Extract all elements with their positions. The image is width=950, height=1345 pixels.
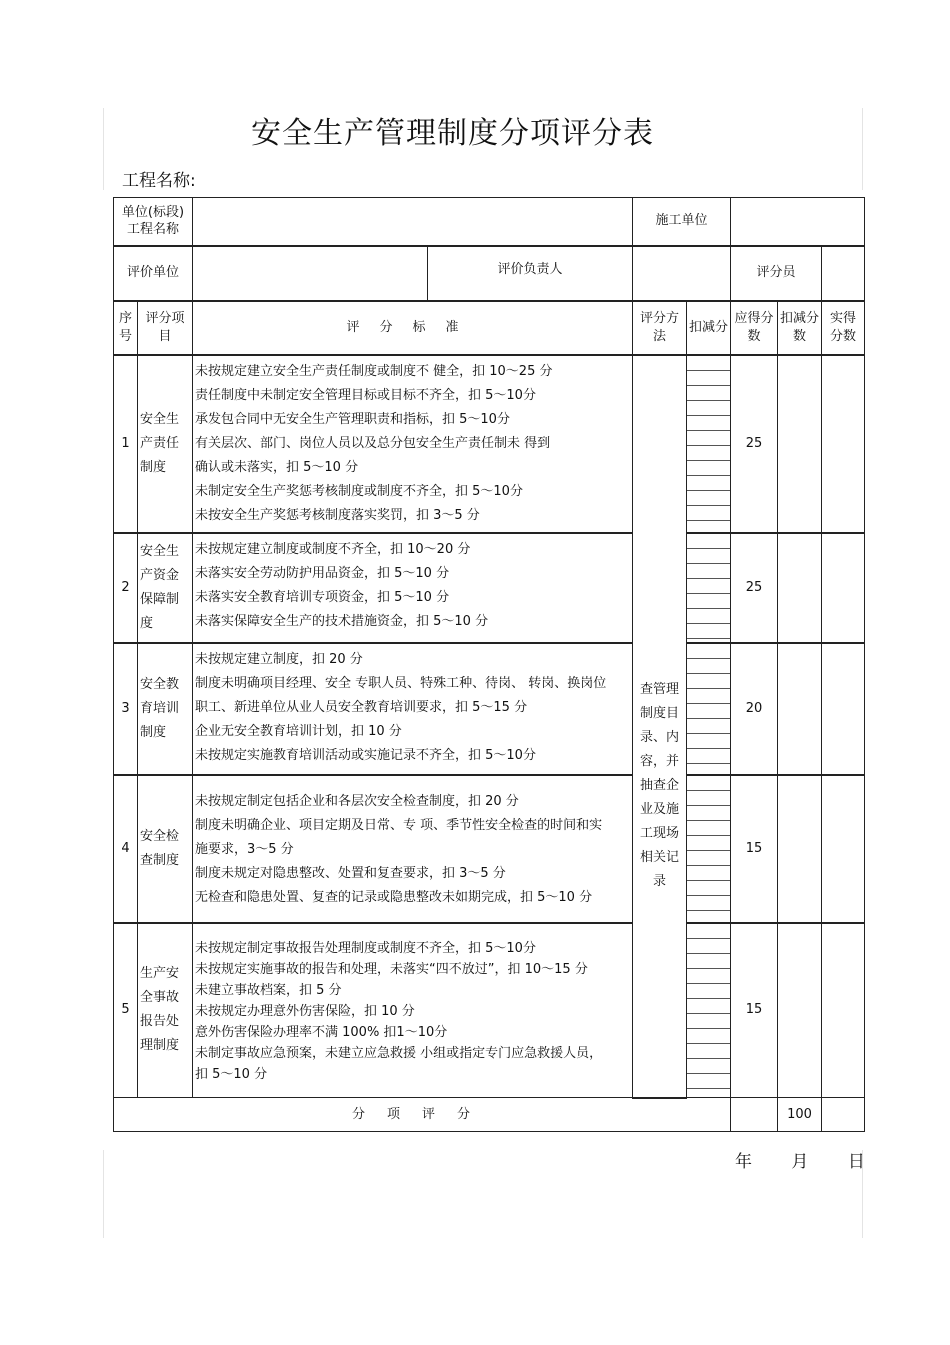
col-actual: 实得分数 <box>822 301 865 355</box>
item-line: 理制度 <box>140 1038 180 1054</box>
deduct-cell[interactable] <box>687 355 731 533</box>
standard-line: 未制定安全生产奖惩考核制度或制度不齐全，扣 5～10分 <box>195 483 523 499</box>
item-line: 制度 <box>140 724 167 740</box>
standard-line: 承发包合同中无安全生产管理职责和指标，扣 5～10分 <box>195 411 510 427</box>
item-line: 报告处 <box>140 1014 180 1030</box>
row-standard <box>193 355 633 533</box>
column-header-row <box>114 301 865 355</box>
eval-unit-label-cell <box>114 246 193 301</box>
row-no: 5 <box>114 923 138 1098</box>
actual-score[interactable] <box>822 643 865 775</box>
item-line: 安全检 <box>140 828 180 844</box>
method-line: 录、内 <box>639 730 679 745</box>
total-deduct-cell <box>731 1098 778 1132</box>
eval-unit-label: 评价单位 <box>126 265 179 281</box>
deduct-cell[interactable] <box>687 923 731 1098</box>
table-row <box>114 775 865 923</box>
standard-line: 未建立事故档案，扣 5 分 <box>195 982 342 998</box>
item-line: 安全教 <box>140 676 180 692</box>
method-line: 查管理 <box>639 682 679 697</box>
method-cell <box>633 355 687 1098</box>
actual-score[interactable] <box>822 923 865 1098</box>
standard-line: 施要求，3～5 分 <box>195 841 294 857</box>
item-line: 育培训 <box>140 700 180 716</box>
actual-score[interactable] <box>822 533 865 643</box>
standard-line: 未按规定建立制度或制度不齐全，扣 10～20 分 <box>195 541 471 557</box>
method-line: 制度目 <box>639 706 679 721</box>
item-line: 全事故 <box>140 990 180 1006</box>
score-table <box>113 197 865 1132</box>
standard-line: 未落实安全劳动防护用品资金，扣 5～10 分 <box>195 565 450 581</box>
standard-line: 无检查和隐患处置、复查的记录或隐患整改未如期完成，扣 5～10 分 <box>195 889 593 905</box>
col-should: 应得分数 <box>731 301 778 355</box>
scorer-label-cell <box>731 246 822 301</box>
deducted-score[interactable] <box>778 775 822 923</box>
standard-line: 未按安全生产奖惩考核制度落实奖罚，扣 3～5 分 <box>195 507 480 523</box>
standard-line: 确认或未落实，扣 5～10 分 <box>195 459 359 475</box>
item-line: 查制度 <box>140 852 180 868</box>
page-title: 安全生产管理制度分项评分表 <box>251 116 654 151</box>
row-standard <box>193 643 633 775</box>
col-method: 评分方法 <box>633 301 687 355</box>
col-deduct: 扣减分 <box>687 301 731 355</box>
unit-value-cell[interactable] <box>193 198 633 246</box>
page-edge-left-bottom <box>103 1150 104 1238</box>
row-standard <box>193 923 633 1098</box>
method-line: 录 <box>652 874 666 889</box>
total-label: 分项评分 <box>114 1098 731 1132</box>
item-line: 生产安 <box>140 966 180 982</box>
standard-line: 制度未规定对隐患整改、处置和复查要求，扣 3～5 分 <box>195 865 506 881</box>
standard-line: 未按规定制定包括企业和各层次安全检查制度，扣 20 分 <box>195 793 519 809</box>
should-score: 15 <box>731 775 778 923</box>
standard-line: 未按规定制定事故报告处理制度或制度不齐全，扣 5～10分 <box>195 940 536 956</box>
total-row <box>114 1098 865 1132</box>
deducted-score[interactable] <box>778 355 822 533</box>
item-line: 产资金 <box>140 567 180 583</box>
standard-line: 扣 5～10 分 <box>195 1066 268 1082</box>
project-name-label: 工程名称: <box>122 171 196 191</box>
item-line: 产责任 <box>140 435 180 451</box>
should-score: 25 <box>731 355 778 533</box>
deduct-cell[interactable] <box>687 775 731 923</box>
deducted-score[interactable] <box>778 643 822 775</box>
date-year: 年 <box>735 1152 752 1172</box>
scorer-value-cell[interactable] <box>822 246 865 301</box>
row-standard <box>193 533 633 643</box>
unit-label: 单位(标段)工程名称 <box>121 204 185 238</box>
eval-lead-label: 评价负责人 <box>497 261 563 277</box>
item-line: 安全生 <box>140 543 180 559</box>
col-deducted: 扣减分数 <box>778 301 822 355</box>
standard-line: 未落实保障安全生产的技术措施资金，扣 5～10 分 <box>195 613 489 629</box>
standard-line: 未按规定实施教育培训活动或实施记录不齐全，扣 5～10分 <box>195 747 536 763</box>
table-row <box>114 923 865 1098</box>
deduct-cell[interactable] <box>687 643 731 775</box>
eval-unit-split-cell <box>193 246 633 301</box>
standard-line: 有关层次、部门、岗位人员以及总分包安全生产责任制未 得到 <box>195 435 551 451</box>
row-item <box>138 355 193 533</box>
standard-line: 意外伤害保险办理率不满 100% 扣1～10分 <box>195 1024 448 1040</box>
row-no: 3 <box>114 643 138 775</box>
col-no: 序号 <box>114 301 138 355</box>
standard-line: 责任制度中未制定安全管理目标或目标不齐全，扣 5～10分 <box>195 387 536 403</box>
deducted-score[interactable] <box>778 923 822 1098</box>
item-line: 保障制 <box>140 591 180 607</box>
col-standard: 评分标准 <box>193 301 633 355</box>
construction-unit-value-cell[interactable] <box>731 198 865 246</box>
table-row <box>114 643 865 775</box>
standard-line: 未制定事故应急预案，未建立应急救援 小组或指定专门应急救援人员， <box>195 1045 603 1061</box>
method-line: 容，并 <box>639 754 679 769</box>
col-item: 评分项目 <box>138 301 193 355</box>
table-row <box>114 355 865 533</box>
actual-score[interactable] <box>822 775 865 923</box>
should-score: 15 <box>731 923 778 1098</box>
should-score: 20 <box>731 643 778 775</box>
total-should-score: 100 <box>778 1098 822 1132</box>
standard-line: 未按规定办理意外伤害保险，扣 10 分 <box>195 1003 415 1019</box>
date-day: 日 <box>847 1152 865 1172</box>
scorer-label: 评分员 <box>756 265 796 281</box>
standard-line: 职工、新进单位从业人员安全教育培训要求，扣 5～15 分 <box>195 699 528 715</box>
deduct-cell[interactable] <box>687 533 731 643</box>
construction-unit-label: 施工单位 <box>655 213 708 229</box>
header-row-1 <box>114 198 865 246</box>
deducted-score[interactable] <box>778 533 822 643</box>
standard-line: 制度未明确项目经理、安全 专职人员、特殊工种、待岗、 转岗、换岗位 <box>195 675 607 691</box>
header-row-2 <box>114 246 865 301</box>
row-no: 2 <box>114 533 138 643</box>
item-line: 安全生 <box>140 411 180 427</box>
row-item <box>138 775 193 923</box>
standard-line: 企业无安全教育培训计划，扣 10 分 <box>195 723 402 739</box>
row-item <box>138 923 193 1098</box>
total-deducted-score[interactable] <box>822 1098 865 1132</box>
standard-line: 未按规定实施事故的报告和处理，未落实“四不放过”，扣 10～15 分 <box>195 961 588 977</box>
date-line <box>735 1147 865 1172</box>
row-no: 4 <box>114 775 138 923</box>
actual-score[interactable] <box>822 355 865 533</box>
date-month: 月 <box>791 1152 809 1172</box>
table-row <box>114 533 865 643</box>
should-score: 25 <box>731 533 778 643</box>
row-standard <box>193 775 633 923</box>
eval-lead-value-cell[interactable] <box>633 246 731 301</box>
row-item <box>138 643 193 775</box>
standard-line: 未按规定建立制度，扣 20 分 <box>195 651 363 667</box>
row-no: 1 <box>114 355 138 533</box>
method-line: 工现场 <box>639 826 679 841</box>
row-item <box>138 533 193 643</box>
construction-unit-label-cell <box>633 198 731 246</box>
standard-line: 未按规定建立安全生产责任制度或制度不 健全，扣 10～25 分 <box>195 363 553 379</box>
item-line: 制度 <box>140 459 167 475</box>
unit-label-cell <box>114 198 193 246</box>
method-line: 抽查企 <box>639 778 679 793</box>
standard-line: 制度未明确企业、项目定期及日常、专 项、季节性安全检查的时间和实 <box>195 817 603 833</box>
item-line: 度 <box>140 615 154 631</box>
eval-unit-value[interactable] <box>193 247 428 300</box>
standard-line: 未落实安全教育培训专项资金，扣 5～10 分 <box>195 589 450 605</box>
method-line: 相关记 <box>639 850 679 865</box>
method-line: 业及施 <box>639 802 679 817</box>
